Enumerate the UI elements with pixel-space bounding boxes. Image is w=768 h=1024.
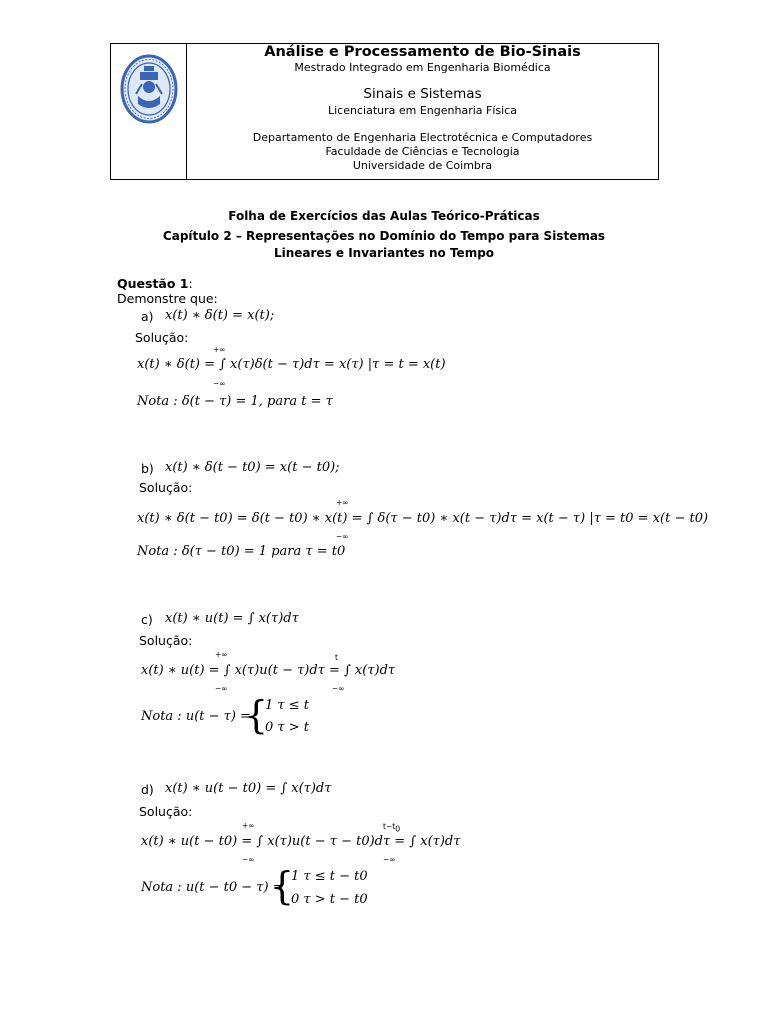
item-d-solution-label: Solução: (139, 804, 193, 819)
department: Departamento de Engenharia Electrotécnica e Computadores (252, 131, 593, 144)
item-b-lower-limit: −∞ (336, 532, 349, 541)
item-c-solution-label: Solução: (139, 633, 193, 648)
item-d-upper-limit: +∞ (242, 821, 255, 830)
item-d-note-case2: 0 τ > t − t0 (291, 892, 368, 907)
item-b-statement: x(t) ∗ δ(t − t0) = x(t − t0); (165, 460, 340, 475)
header-text (187, 44, 658, 172)
item-c-lower-limit-2: −∞ (332, 684, 345, 693)
item-d-brace: { (270, 864, 295, 908)
university: Universidade de Coimbra (352, 159, 493, 172)
item-d-note-lhs: Nota : u(t − t0 − τ) = (141, 880, 284, 895)
question-colon: : (188, 276, 193, 291)
item-d-letter: d) (141, 782, 154, 797)
item-b-solution-label: Solução: (139, 480, 193, 495)
item-c-solution: x(t) ∗ u(t) = ∫ x(τ)u(t − τ)dτ = ∫ x(τ)dτ (141, 663, 396, 678)
item-c-lower-limit: −∞ (215, 684, 228, 693)
item-d-lower-limit-2: −∞ (383, 855, 396, 864)
course-title: Análise e Processamento de Bio-Sinais (264, 44, 581, 60)
faculty: Faculdade de Ciências e Tecnologia (325, 145, 520, 158)
item-b-upper-limit: +∞ (336, 498, 349, 507)
item-a-letter: a) (141, 309, 154, 324)
program-biomedical: Mestrado Integrado em Engenharia Biomédica (294, 61, 551, 74)
item-d-solution: x(t) ∗ u(t − t0) = ∫ x(τ)u(t − τ − t0)dτ = ∫ x(τ)dτ (141, 834, 461, 849)
item-c-note-case1: 1 τ ≤ t (265, 698, 309, 713)
chapter-line-1: Capítulo 2 – Representações no Domínio do Tempo para Sistemas (162, 229, 606, 243)
item-a-solution: x(t) ∗ δ(t) = ∫ x(τ)δ(t − τ)dτ = x(τ) |τ = t = x(t) (137, 357, 446, 372)
item-d-lower-limit: −∞ (242, 855, 255, 864)
item-d-note-case1: 1 τ ≤ t − t0 (291, 869, 368, 884)
item-c-upper-limit: +∞ (215, 650, 228, 659)
item-c-brace: { (244, 693, 269, 737)
item-c-statement: x(t) ∗ u(t) = ∫ x(τ)dτ (165, 611, 299, 626)
item-b-letter: b) (141, 461, 154, 476)
item-b-note: Nota : δ(τ − t0) = 1 para τ = t0 (137, 544, 346, 559)
question-heading (117, 276, 193, 291)
question-prompt: Demonstre que: (117, 291, 218, 306)
university-seal-logo (120, 54, 178, 124)
item-c-letter: c) (141, 612, 153, 627)
item-d-upper-limit-2: $t-t_0$ (383, 822, 401, 834)
chapter-line-2: Lineares e Invariantes no Tempo (273, 246, 495, 260)
item-a-note: Nota : δ(t − τ) = 1, para t = τ (137, 394, 333, 409)
item-a-solution-label: Solução: (135, 330, 189, 345)
item-c-note-lhs: Nota : u(t − τ) = (141, 709, 251, 724)
question-label: Questão 1 (117, 276, 189, 291)
item-c-upper-limit-2: t (335, 653, 338, 662)
logo-cell (111, 44, 187, 179)
item-b-solution: x(t) ∗ δ(t − t0) = δ(t − t0) ∗ x(t) = ∫ δ(τ − t0) ∗ x(t − τ)dτ = x(t − τ) |τ = t0 = x(t − t0) (137, 511, 709, 526)
item-a-upper-limit: +∞ (213, 345, 226, 354)
course-title-2: Sinais e Sistemas (363, 86, 482, 102)
sheet-title: Folha de Exercícios das Aulas Teórico-Práticas (228, 209, 540, 223)
item-a-statement: x(t) ∗ δ(t) = x(t); (165, 308, 275, 323)
header-box (110, 43, 659, 180)
program-physics: Licenciatura em Engenharia Física (328, 104, 517, 117)
item-d-statement: x(t) ∗ u(t − t0) = ∫ x(τ)dτ (165, 781, 332, 796)
item-a-lower-limit: −∞ (213, 379, 226, 388)
item-c-note-case2: 0 τ > t (265, 720, 309, 735)
